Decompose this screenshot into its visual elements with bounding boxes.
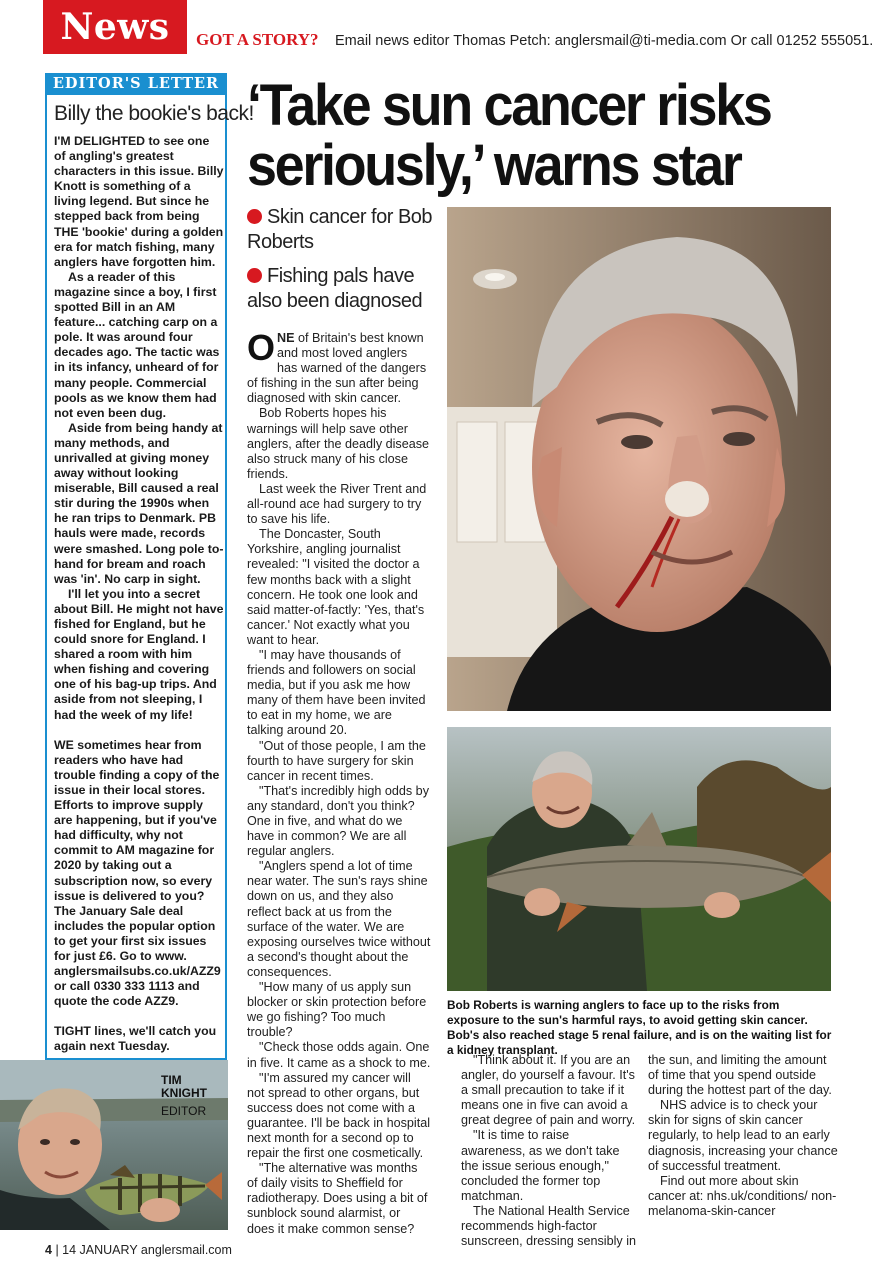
headline: [247, 73, 814, 198]
editor-paragraph: Aside from being handy at many methods, and unrivalled at giving money away without looking miserable, Bill caused a real stir during the 1990s when he ran trips to Denmark. PB hauls were made, records were smashed. Long pole to-hand for bream and roach was 'in'. No carp in sight.: [54, 420, 224, 586]
site-url: anglersmail.com: [140, 1243, 232, 1257]
editor-paragraph: I'll let you into a secret about Bill. He might not have fished for England, but he could snore for England. I shared a room with him when fishing and covering one of his bag-up trips. And aside from not sleeping, I had the week of my life!: [54, 586, 224, 722]
article-paragraph: "I'm assured my cancer will not spread to other organs, but success does not come with a guarantee. I'll be back in hospital next month for a second op to repair the first one cosmetically.: [247, 1070, 431, 1161]
article-paragraph: "It is time to raise awareness, as we don't take the issue serious enough," concluded the former top matchman.: [461, 1128, 620, 1203]
page-number: 4: [45, 1243, 52, 1257]
article-column-3: [648, 1053, 838, 1219]
article-column-2: [461, 1053, 636, 1249]
editor-letter-body: [54, 134, 224, 1055]
headline-line: ‘Take sun cancer risks: [247, 73, 771, 138]
lead-in: NE: [277, 331, 295, 345]
article-paragraph: "Check those odds again. One in five. It came as a shock to me.: [247, 1040, 431, 1070]
article-paragraph: Last week the River Trent and all-round ace had surgery to try to save his life.: [247, 481, 427, 527]
bob-roberts-portrait-photo: [447, 207, 831, 711]
headline-line: seriously,’ warns star: [247, 133, 741, 198]
editor-paragraph: TIGHT lines, we'll catch you again next Tuesday.: [54, 1024, 217, 1054]
photo-caption: Bob Roberts is warning anglers to face up to the risks from exposure to the sun's harmful rays, to avoid getting skin cancer. Bob's also reached stage 5 renal failure, and is on the waiting list for a kidney transplant.: [447, 998, 832, 1058]
editor-name: TIM KNIGHT: [161, 1073, 207, 1100]
article-paragraph: Find out more about skin cancer at: nhs.uk/conditions/ non-melanoma-skin-cancer: [648, 1173, 837, 1218]
got-story-label: GOT A STORY?: [196, 30, 319, 49]
article-paragraph: "That's incredibly high odds by any standard, don't you think? One in five, and what do we have in common? We are all regular anglers.: [247, 783, 429, 859]
editor-paragraph: As a reader of this magazine since a boy, I first spotted Bill in an AM feature... catching carp on a pole. It was around four decades ago. The tactic was in its infancy, unheard of for many people. Commercial pools as we know them had not even been dug.: [54, 269, 220, 420]
contact-line: Email news editor Thomas Petch: anglersmail@ti-media.com Or call 01252 555051.: [335, 33, 874, 49]
article-paragraph: "Think about it. If you are an angler, do yourself a favour. It's a small precaution to take if it means one in five can avoid a great degree of pain and worry.: [461, 1053, 636, 1128]
article-paragraph: "How many of us apply sun blocker or skin protection before we go fishing? Too much trouble?: [247, 980, 427, 1040]
editor-letter-title: Billy the bookie's back!: [54, 102, 254, 125]
standfirst-bullet: Fishing pals have also been diagnosed: [247, 265, 423, 312]
article-paragraph: "I may have thousands of friends and followers on social media, but if you ask me how many of them have been invited to eat in my home, we are talking around 20.: [247, 647, 426, 738]
article-paragraph: The National Health Service recommends high-factor sunscreen, dressing sensibly in: [461, 1203, 637, 1249]
drop-cap: O: [247, 327, 276, 368]
article-paragraph: the sun, and limiting the amount of time that you spend outside during the hottest part of the day.: [648, 1053, 832, 1098]
editor-paragraph: WE sometimes hear from readers who have had trouble finding a copy of the issue in their local stores. Efforts to improve supply are happening, but if you've had difficulty, why not commit to AM magazine for 2020 by taking out a subscription now, so every issue is delivered to you? The January Sale deal includes the popular option to get your first six issues for just £6. Go to www. anglersmailsubs.co.uk/AZZ9 or call 0330 333 1113 and quote the code AZZ9.: [54, 737, 221, 1009]
article-column-1: [247, 327, 431, 1237]
bullet-dot-icon: [247, 268, 262, 283]
article-paragraph: Bob Roberts hopes his warnings will help save other anglers, after the deadly disease also struck many of his close friends.: [247, 406, 430, 481]
article-paragraph: ONE of Britain's best known and most loved anglers has warned of the dangers of fishing in the sun after being diagnosed with skin cancer.: [247, 327, 427, 406]
article-paragraph: "Out of those people, I am the fourth to have surgery for skin cancer in recent times.: [247, 738, 426, 783]
editor-role: EDITOR: [161, 1104, 207, 1118]
article-paragraph: The Doncaster, South Yorkshire, angling journalist revealed: "I visited the doctor a few months back with a slight concern. He took one look and said matter-of-factly: 'Yes, that's cancer.' Not exactly what you want to hear.: [247, 527, 425, 647]
bullet-dot-icon: [247, 209, 262, 224]
article-paragraph: NHS advice is to check your skin for signs of skin cancer regularly, to help lead to an early diagnosis, increasing your chance of successful treatment.: [648, 1098, 838, 1173]
editor-letter-label: EDITOR'S LETTER: [45, 73, 227, 95]
article-paragraph: "The alternative was months of daily visits to Sheffield for radiotherapy. Does using a bit of sunblock sound alarmist, or does it make common sense?: [247, 1161, 428, 1236]
bob-roberts-fish-photo: [447, 727, 831, 991]
page-footer: [45, 1243, 232, 1257]
issue-date: | 14 JANUARY: [55, 1243, 138, 1257]
standfirst-bullet: Skin cancer for Bob Roberts: [247, 206, 433, 253]
section-tag: News: [43, 0, 187, 54]
article-paragraph: "Anglers spend a lot of time near water. The sun's rays shine down on us, and they also reflect back at us from the surface of the water. We are exposing ourselves twice without a second's thought about the consequences.: [247, 859, 431, 979]
editor-paragraph: I'M DELIGHTED to see one of angling's greatest characters in this issue. Billy Knott is something of a living legend. But since he stepped back from being THE 'bookie' during a golden era for match fishing, many anglers have forgotten him.: [54, 134, 224, 269]
